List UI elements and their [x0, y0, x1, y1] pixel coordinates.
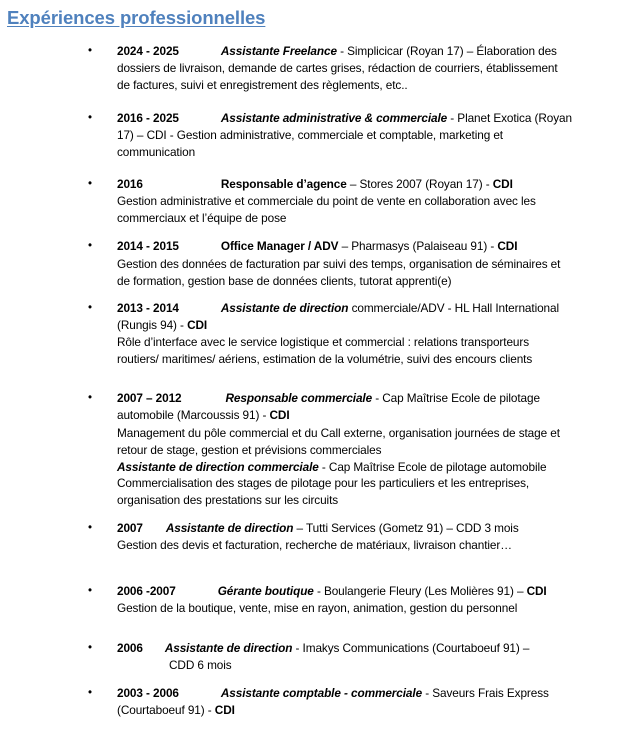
bullet-icon: • [88, 45, 93, 57]
bullet-icon: • [88, 687, 93, 699]
entry-role: Assistante de direction [164, 641, 293, 655]
bullet-icon: • [88, 392, 93, 404]
entry-employer: - Planet Exotica (Royan [447, 111, 572, 125]
entry-role: Office Manager / ADV [220, 239, 339, 253]
entry-employer: - Imakys Communications (Courtaboeuf 91) – [292, 641, 530, 655]
entry-description: Management du pôle commercial et du Call externe, organisation journées de stage et [117, 426, 560, 440]
entry-description: de formation, gestion base de données clients, tutorat apprenti(e) [117, 274, 452, 288]
entry-description: de factures, suivi et enregistrement des règlements, etc.. [117, 78, 408, 92]
bullet-icon: • [88, 302, 93, 314]
entry-contract: CDD 6 mois [169, 658, 232, 672]
entry-year: 2003 - 2006 [117, 686, 179, 700]
entry-year: 2007 – 2012 [117, 391, 182, 405]
entry-employer: - Saveurs Frais Express [422, 686, 549, 700]
bullet-icon: • [88, 522, 93, 534]
entry-role: Assistante de direction [165, 521, 294, 535]
entry-contract: CDI [497, 239, 518, 253]
entry-sub-role: Assistante de direction commerciale [117, 460, 319, 474]
entry-description: retour de stage, gestion et prévisions commerciales [117, 443, 382, 457]
entry-year: 2007 [117, 521, 143, 535]
entry-contract: CDI [526, 584, 547, 598]
entry-employer: – Tutti Services (Gometz 91) – CDD 3 mois [293, 521, 519, 535]
entry-description: Rôle d’interface avec le service logistique et commercial : relations transporteurs [117, 335, 529, 349]
bullet-icon: • [88, 642, 93, 654]
entry-description: 17) – CDI - Gestion administrative, commerciale et comptable, marketing et [117, 128, 503, 142]
entry-description: Gestion des données de facturation par suivi des temps, organisation de séminaires et [117, 257, 561, 271]
section-title: Expériences professionnelles [7, 7, 266, 28]
entry-year: 2016 - 2025 [117, 111, 179, 125]
entry-year: 2013 - 2014 [117, 301, 179, 315]
bullet-icon: • [88, 585, 93, 597]
entry-role: Assistante de direction [220, 301, 349, 315]
entry-description: communication [117, 145, 196, 159]
entry-contract: CDI [269, 408, 290, 422]
entry-role: Gérante boutique [217, 584, 314, 598]
entry-description: organisation des prestations sur les circuits [117, 493, 339, 507]
entry-role: Assistante comptable - commerciale [220, 686, 423, 700]
entry-contract: CDI [214, 703, 235, 717]
entry-employer: – Pharmasys (Palaiseau 91) - [338, 239, 498, 253]
entry-location: (Rungis 94) - [117, 318, 188, 332]
entry-description: dossiers de livraison, demande de cartes grises, rédaction de courriers, établissement [117, 61, 558, 75]
bullet-icon: • [88, 240, 93, 252]
bullet-icon: • [88, 178, 93, 190]
entry-year: 2024 - 2025 [117, 44, 179, 58]
entry-year: 2014 - 2015 [117, 239, 179, 253]
entry-year: 2016 [117, 177, 143, 191]
entry-contract: CDI [492, 177, 513, 191]
entry-role: Responsable commerciale [225, 391, 373, 405]
entry-employer: - Cap Maîtrise Ecole de pilotage [372, 391, 540, 405]
entry-description: Gestion de la boutique, vente, mise en rayon, animation, gestion du personnel [117, 601, 518, 615]
entry-role: Assistante administrative & commerciale [220, 111, 448, 125]
bullet-icon: • [88, 112, 93, 124]
entry-employer: - Simplicicar (Royan 17) – Élaboration des [336, 44, 557, 58]
entry-location: (Courtaboeuf 91) - [117, 703, 215, 717]
entry-location: automobile (Marcoussis 91) - [117, 408, 270, 422]
entry-employer: commerciale/ADV - HL Hall International [348, 301, 559, 315]
entry-role: Assistante Freelance [220, 44, 337, 58]
entry-employer: – Stores 2007 (Royan 17) - [346, 177, 493, 191]
entry-description: Gestion des devis et facturation, recherche de matériaux, livraison chantier… [117, 538, 512, 552]
entry-year: 2006 [117, 641, 143, 655]
entry-employer: - Boulangerie Fleury (Les Molières 91) – [313, 584, 527, 598]
entry-description: Gestion administrative et commerciale du point de vente en collaboration avec les [117, 194, 536, 208]
entry-role: Responsable d’agence [220, 177, 347, 191]
entry-description: commerciaux et l’équipe de pose [117, 211, 287, 225]
entry-contract: CDI [187, 318, 208, 332]
entry-year: 2006 -2007 [117, 584, 176, 598]
entry-description: routiers/ maritimes/ aériens, estimation de la volumétrie, suivi des encours clients [117, 352, 533, 366]
entry-description: Commercialisation des stages de pilotage pour les particuliers et les entreprises, [117, 476, 530, 490]
entry-sub-employer: - Cap Maîtrise Ecole de pilotage automobile [318, 460, 547, 474]
